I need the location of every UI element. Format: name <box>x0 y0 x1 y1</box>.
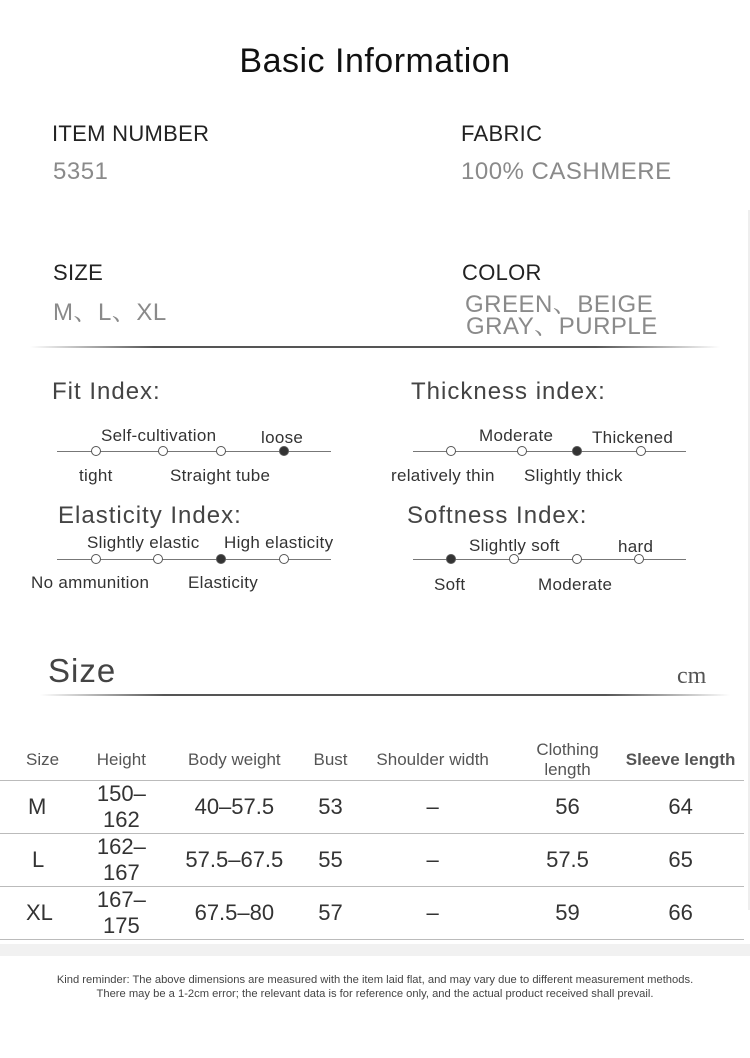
cell-sleeve-length: 66 <box>617 887 744 940</box>
elasticity-dot-2 <box>153 554 163 564</box>
cell-sleeve-length: 64 <box>617 781 744 834</box>
cell-clothing-length: 56 <box>518 781 617 834</box>
cell-body-weight: 40–57.5 <box>155 781 313 834</box>
cell-height: 150–162 <box>88 781 156 834</box>
elasticity-label-no-ammunition: No ammunition <box>31 573 150 592</box>
size-unit: cm <box>677 663 707 689</box>
elasticity-label-high-elasticity: High elasticity <box>224 533 334 552</box>
fit-dot-1 <box>91 446 101 456</box>
elasticity-index-title: Elasticity Index: <box>58 502 242 529</box>
elasticity-dot-3-selected <box>216 554 226 564</box>
cell-size: L <box>0 834 88 887</box>
softness-label-moderate: Moderate <box>538 575 613 594</box>
elasticity-dot-1 <box>91 554 101 564</box>
fabric-value: 100% CASHMERE <box>461 158 672 185</box>
section-divider <box>30 346 720 348</box>
thickness-label-moderate: Moderate <box>479 426 554 445</box>
size-table-header-row <box>0 740 744 781</box>
softness-label-soft: Soft <box>434 575 466 594</box>
softness-label-hard: hard <box>618 537 654 556</box>
table-row <box>0 781 744 834</box>
cell-size: M <box>0 781 88 834</box>
thickness-label-slightly-thick: Slightly thick <box>524 466 623 485</box>
elasticity-label-elasticity: Elasticity <box>188 573 259 592</box>
cell-bust: 55 <box>313 834 347 887</box>
size-table <box>0 740 744 940</box>
reminder-line-1: Kind reminder: The above dimensions are measured with the item laid flat, and may vary due to different measurement methods. <box>56 974 694 986</box>
size-label: SIZE <box>53 260 104 285</box>
item-number-value: 5351 <box>53 158 109 185</box>
header-sleeve-length: Sleeve length <box>617 740 744 781</box>
fit-dot-3 <box>216 446 226 456</box>
header-shoulder-width: Shoulder width <box>348 740 518 781</box>
cell-clothing-length: 59 <box>518 887 617 940</box>
cell-body-weight: 67.5–80 <box>155 887 313 940</box>
thickness-label-thickened: Thickened <box>592 428 674 447</box>
fit-label-tight: tight <box>79 466 113 485</box>
color-label: COLOR <box>462 260 542 285</box>
cell-sleeve-length: 65 <box>617 834 744 887</box>
softness-label-slightly-soft: Slightly soft <box>469 536 560 555</box>
cell-shoulder-width: – <box>348 781 518 834</box>
table-row <box>0 887 744 940</box>
item-number-label: ITEM NUMBER <box>52 121 210 146</box>
reminder-line-2: There may be a 1-2cm error; the relevant data is for reference only, and the actual product received shall prevail. <box>96 988 654 1000</box>
fit-label-self-cultivation: Self-cultivation <box>101 426 217 445</box>
thickness-label-relatively-thin: relatively thin <box>391 466 495 485</box>
cell-height: 162–167 <box>88 834 156 887</box>
thickness-dot-3-selected <box>572 446 582 456</box>
fit-index-title: Fit Index: <box>52 378 161 405</box>
header-height: Height <box>88 740 156 781</box>
color-value-line1: GREEN、BEIGE <box>465 291 654 318</box>
softness-index-title: Softness Index: <box>407 502 588 529</box>
fit-label-straight-tube: Straight tube <box>170 466 271 485</box>
softness-dot-3 <box>572 554 582 564</box>
header-clothing-length: Clothing length <box>518 740 617 781</box>
fit-label-loose: loose <box>261 428 304 447</box>
page-title: Basic Information <box>239 42 511 80</box>
cell-height: 167–175 <box>88 887 156 940</box>
elasticity-dot-4 <box>279 554 289 564</box>
size-value: M、L、XL <box>53 299 167 326</box>
color-value-line2: GRAY、PURPLE <box>466 313 658 340</box>
header-size: Size <box>0 740 88 781</box>
footer-band <box>0 944 750 956</box>
header-body-weight: Body weight <box>155 740 313 781</box>
fit-dot-2 <box>158 446 168 456</box>
size-section-heading: Size <box>48 652 117 689</box>
size-divider <box>40 694 730 696</box>
cell-bust: 53 <box>313 781 347 834</box>
header-bust: Bust <box>313 740 347 781</box>
cell-size: XL <box>0 887 88 940</box>
thickness-dot-2 <box>517 446 527 456</box>
softness-dot-1-selected <box>446 554 456 564</box>
fabric-label: FABRIC <box>461 121 543 146</box>
table-row <box>0 834 744 887</box>
elasticity-label-slightly-elastic: Slightly elastic <box>87 533 200 552</box>
cell-shoulder-width: – <box>348 887 518 940</box>
cell-body-weight: 57.5–67.5 <box>155 834 313 887</box>
cell-clothing-length: 57.5 <box>518 834 617 887</box>
thickness-dot-1 <box>446 446 456 456</box>
cell-bust: 57 <box>313 887 347 940</box>
cell-shoulder-width: – <box>348 834 518 887</box>
thickness-index-title: Thickness index: <box>411 378 606 405</box>
